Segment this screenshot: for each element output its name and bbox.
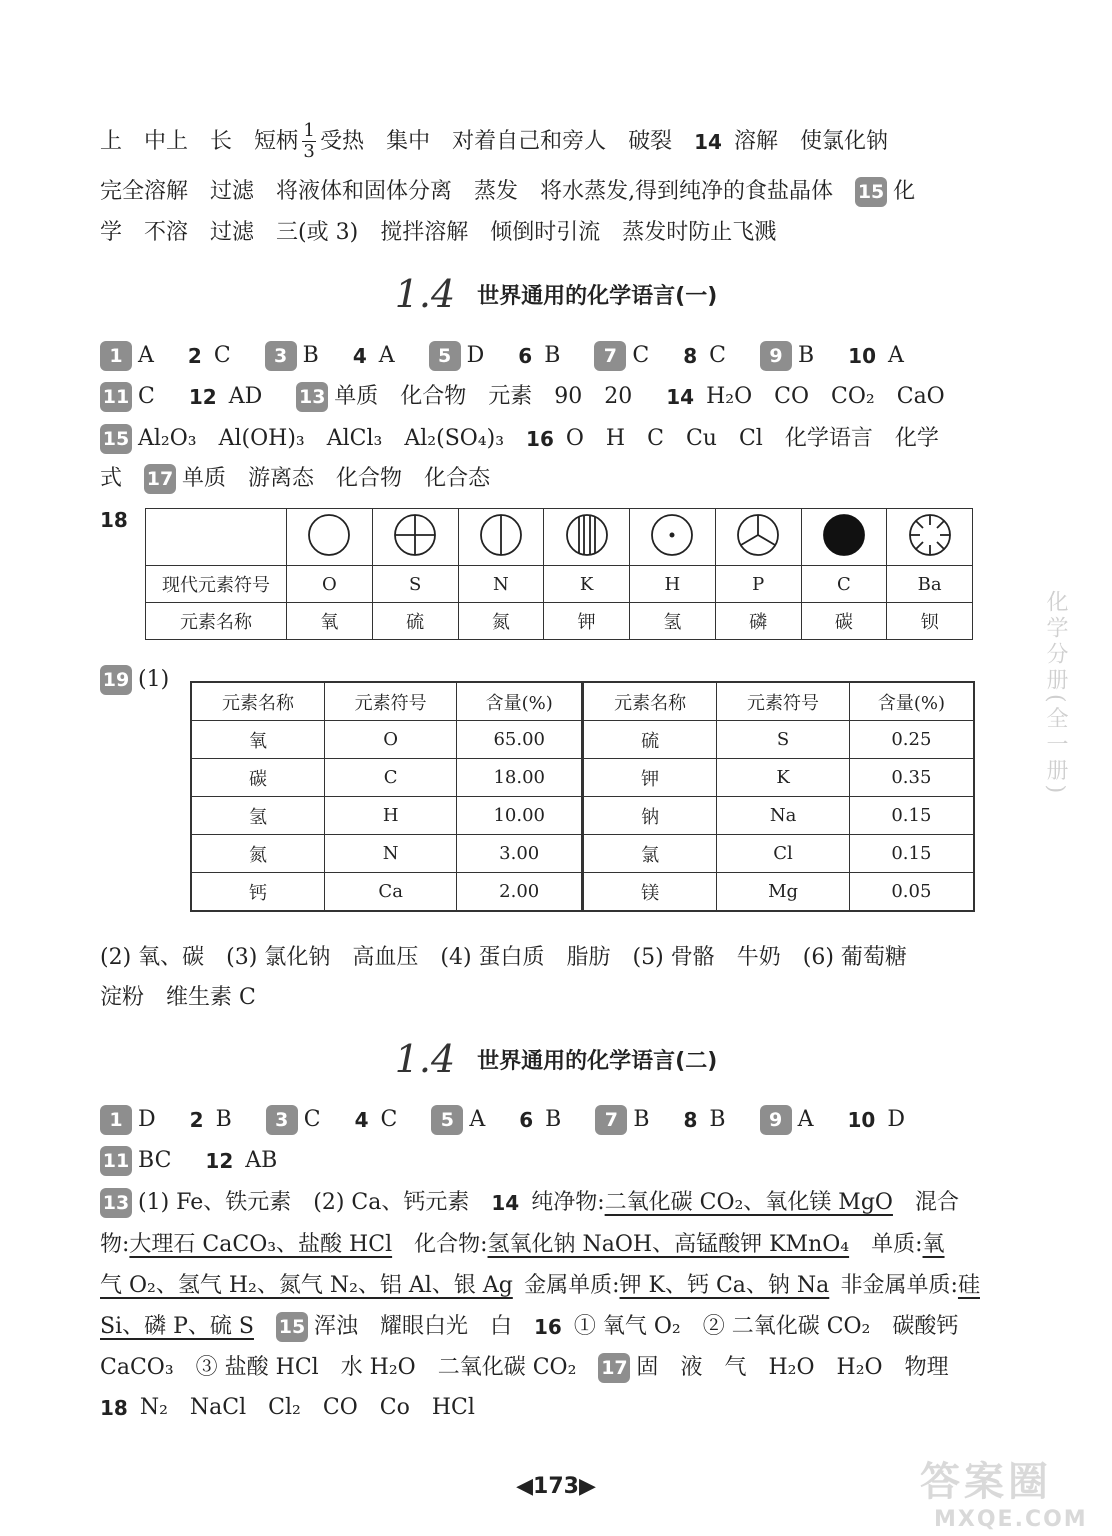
answer-text: (6) 葡萄糖 [802, 945, 907, 970]
answer-text: 脂肪 [566, 945, 611, 970]
q19-answers-line-2 [100, 982, 980, 1014]
table-cell: 钡 [887, 603, 973, 640]
table-cell: K [717, 759, 850, 797]
table-cell: N [324, 835, 457, 873]
answer-text: 牛奶 [736, 945, 781, 970]
s1-row-1 [100, 340, 980, 372]
answer-text: 混合 [914, 1190, 959, 1215]
q19-answers-line-1 [100, 942, 980, 974]
answer-text: 8 [683, 1108, 698, 1132]
table-cell: P [715, 566, 801, 603]
answer-text: CO [322, 1395, 358, 1420]
answer-text: D [887, 1107, 905, 1132]
answer-text: B [797, 343, 815, 368]
table-cell: N [458, 566, 544, 603]
barium-symbol-icon [887, 509, 973, 566]
question-badge-1: 1 [100, 341, 132, 371]
answer-text: 元素 [488, 384, 533, 409]
table-cell: 65.00 [457, 721, 583, 759]
answer-text: CO₂ [831, 384, 875, 409]
answer-text: A [138, 343, 154, 368]
table-cell: 碳 [191, 759, 324, 797]
table-header: 含量(%) [849, 682, 974, 721]
answer-text: 固 [636, 1355, 659, 1380]
answer-text: 14 [491, 1191, 520, 1215]
table-header: 元素符号 [324, 682, 457, 721]
table-cell: 氯 [582, 835, 716, 873]
element-content-table [190, 681, 975, 912]
answer-text: 8 [683, 344, 698, 368]
answer-text: 学 [100, 220, 123, 245]
answer-text: N₂ [139, 1395, 168, 1420]
s1-row-2 [100, 381, 980, 413]
answer-text: 将水蒸发,得到纯净的食盐晶体 [540, 179, 834, 204]
table-row [191, 835, 974, 873]
answer-text: B [709, 1107, 726, 1132]
answer-text: 6 [518, 344, 533, 368]
question-badge-17: 17 [598, 1353, 630, 1383]
answer-text: B [633, 1107, 650, 1132]
table-cell: O [324, 721, 457, 759]
answer-text: 高血压 [352, 945, 419, 970]
answer-text: BC [138, 1148, 172, 1173]
table-cell: 3.00 [457, 835, 583, 873]
table-cell: 钾 [544, 603, 630, 640]
answer-text: 化合物: [414, 1232, 488, 1257]
page-number-right-icon: ▶ [578, 1474, 596, 1499]
table-cell: C [801, 566, 887, 603]
answer-text: Co [379, 1395, 410, 1420]
answer-text: 破裂 [628, 128, 673, 154]
sulfur-symbol-icon [372, 509, 458, 566]
answer-text: 气 O₂、氢气 H₂、氮气 N₂、铝 Al、银 Ag [100, 1273, 513, 1298]
answer-text: Al(OH)₃ [218, 426, 305, 451]
table-cell: 0.15 [849, 797, 974, 835]
row-label-symbol: 现代元素符号 [146, 566, 287, 603]
table-cell: O [287, 566, 373, 603]
answer-line-3 [100, 217, 980, 249]
answer-text: 游离态 [248, 466, 315, 491]
answer-text: 20 [604, 384, 633, 409]
table-header: 元素名称 [191, 682, 324, 721]
answer-text: 水 H₂O [340, 1355, 416, 1380]
answer-text: 世界通用的化学语言(一) [477, 283, 718, 309]
answer-text: 单质 [334, 384, 379, 409]
table-row [191, 797, 974, 835]
table-cell: 氧 [287, 603, 373, 640]
answer-text: 10 [847, 1108, 876, 1132]
table-cell: 磷 [715, 603, 801, 640]
fraction-one-third [302, 122, 316, 161]
table-cell: 氧 [191, 721, 324, 759]
question-badge-5: 5 [431, 1105, 463, 1135]
answer-text: B [215, 1107, 232, 1132]
table-cell: 硫 [582, 721, 716, 759]
answer-text: H [605, 426, 626, 451]
q19-label [100, 664, 200, 696]
answer-text: 气 [724, 1355, 747, 1380]
answer-text: AlCl₃ [326, 426, 383, 451]
answer-text: 16 [526, 427, 554, 451]
s2-row-3 [100, 1187, 980, 1219]
answer-text: 完全溶解 [100, 179, 189, 204]
answer-text: AB [245, 1148, 278, 1173]
answer-text: Cl [738, 426, 763, 451]
answer-text: 三(或 3) [276, 220, 359, 245]
answer-text: 4 [354, 1108, 369, 1132]
answer-text: 溶解 [733, 128, 778, 154]
question-badge-9: 9 [760, 1105, 792, 1135]
answer-text: HCl [431, 1395, 475, 1420]
q18-label: 18 [100, 508, 128, 532]
answer-text: 金属单质: [524, 1273, 620, 1298]
answer-text: 12 [188, 385, 217, 409]
answer-text: 4 [352, 344, 367, 368]
question-badge-15: 15 [855, 177, 887, 207]
answer-text: 16 [534, 1315, 562, 1339]
side-book-title: 化学分册(全一册) [1043, 590, 1068, 798]
answer-text: CaO [896, 384, 945, 409]
table-cell: H [630, 566, 716, 603]
answer-text: 173 [533, 1474, 579, 1499]
section-title-1 [0, 272, 1112, 316]
table-cell: 硫 [372, 603, 458, 640]
hydrogen-symbol-icon [630, 509, 716, 566]
answer-text: (1) [138, 667, 170, 692]
answer-text: 受热 [320, 128, 365, 154]
answer-text: A [378, 343, 395, 368]
carbon-symbol-icon [801, 509, 887, 566]
question-badge-11: 11 [100, 1146, 132, 1176]
answer-text: C [303, 1107, 321, 1132]
question-badge-15: 15 [100, 424, 132, 454]
answer-text: 1 [303, 120, 315, 141]
question-badge-13: 13 [100, 1188, 132, 1218]
answer-text: A [888, 343, 904, 368]
question-badge-13: 13 [296, 382, 328, 412]
answer-text: O [565, 426, 584, 451]
s2-row-8 [100, 1392, 980, 1424]
answer-text: ① 氧气 O₂ [573, 1314, 681, 1339]
table-cell: Na [717, 797, 850, 835]
table-cell: 2.00 [457, 873, 583, 912]
answer-text: C [380, 1107, 398, 1132]
answer-text: 蒸发时防止飞溅 [622, 220, 777, 245]
answer-text: 淀粉 [100, 985, 145, 1010]
answer-text: 氢氧化钠 NaOH、高锰酸钾 KMnO₄ [487, 1232, 850, 1257]
answer-text: 世界通用的化学语言(二) [477, 1048, 718, 1074]
answer-text: 物理 [904, 1355, 949, 1380]
table-cell: 0.15 [849, 835, 974, 873]
question-badge-1: 1 [100, 1105, 132, 1135]
table-cell: 氮 [191, 835, 324, 873]
answer-text: 蒸发 [474, 179, 519, 204]
element-symbols-table [145, 508, 973, 640]
answer-text: 90 [554, 384, 583, 409]
answer-text: 纯净物: [531, 1190, 605, 1215]
answer-text: 1.4 [394, 1037, 456, 1081]
answer-text: 14 [666, 385, 695, 409]
answer-text: C [647, 426, 664, 451]
answer-text: 6 [519, 1108, 534, 1132]
table-cell: 钠 [582, 797, 716, 835]
question-badge-3: 3 [265, 341, 297, 371]
answer-text: Cu [685, 426, 717, 451]
answer-text: C [709, 343, 726, 368]
answer-text: 硅 [957, 1273, 980, 1298]
answer-text: (3) 氯化钠 [226, 945, 331, 970]
answer-text: Al₂(SO₄)₃ [404, 426, 505, 451]
table-cell: Mg [717, 873, 850, 912]
section-title-2 [0, 1037, 1112, 1081]
answer-text: C [138, 384, 155, 409]
question-badge-5: 5 [429, 341, 461, 371]
answer-text: 单质 [182, 466, 227, 491]
answer-line-2 [100, 176, 980, 208]
s2-row-2 [100, 1145, 980, 1177]
answer-text: 中上 [144, 128, 189, 154]
answer-text: 过滤 [210, 179, 255, 204]
table-corner-cell [146, 509, 287, 566]
answer-text: 长 [210, 128, 233, 154]
question-badge-9: 9 [760, 341, 792, 371]
answer-text: 2 [187, 344, 202, 368]
answer-text: H₂O [836, 1355, 883, 1380]
answer-text: (4) 蛋白质 [440, 945, 545, 970]
table-cell: Ca [324, 873, 457, 912]
answer-text: 化合物 [336, 466, 403, 491]
answer-text: CO [774, 384, 810, 409]
answer-text: NaCl [189, 1395, 247, 1420]
answer-text: (2) Ca、钙元素 [313, 1190, 470, 1215]
phosphorus-symbol-icon [715, 509, 801, 566]
answer-text: H₂O [768, 1355, 815, 1380]
table-cell: H [324, 797, 457, 835]
s2-row-5 [100, 1270, 980, 1302]
s2-row-4 [100, 1229, 980, 1261]
answer-text: 1.4 [394, 272, 456, 316]
table-cell: 钾 [582, 759, 716, 797]
answer-text: AD [228, 384, 263, 409]
table-cell: 0.05 [849, 873, 974, 912]
question-badge-11: 11 [100, 382, 132, 412]
table-row [191, 873, 974, 912]
answer-text: D [138, 1107, 156, 1132]
question-badge-7: 7 [594, 341, 626, 371]
table-cell: 18.00 [457, 759, 583, 797]
answer-text: (2) 氧、碳 [100, 945, 205, 970]
answer-text: 将液体和固体分离 [276, 179, 453, 204]
answer-text: 大理石 CaCO₃、盐酸 HCl [129, 1232, 393, 1257]
s1-row-3 [100, 423, 980, 455]
answer-text: H₂O [706, 384, 753, 409]
table-cell: K [544, 566, 630, 603]
table-cell: 碳 [801, 603, 887, 640]
table-row [191, 759, 974, 797]
answer-text: 化学语言 [784, 426, 873, 451]
table-cell: 钙 [191, 873, 324, 912]
table-cell: S [717, 721, 850, 759]
nitrogen-symbol-icon [458, 509, 544, 566]
answer-text: 12 [205, 1149, 234, 1173]
answer-text: (5) 骨骼 [632, 945, 715, 970]
table-cell: Cl [717, 835, 850, 873]
table-cell: 氢 [191, 797, 324, 835]
answer-text: 3 [303, 141, 315, 162]
answer-text: 耀眼白光 [379, 1314, 468, 1339]
answer-text: 对着自己和旁人 [452, 128, 607, 154]
table-cell: 10.00 [457, 797, 583, 835]
answer-text: 搅拌溶解 [380, 220, 469, 245]
answer-text: D [466, 343, 485, 368]
answer-text: 18 [100, 1396, 128, 1420]
table-header: 元素符号 [717, 682, 850, 721]
table-row [191, 721, 974, 759]
answer-text: 2 [189, 1108, 204, 1132]
answer-text: B [545, 1107, 562, 1132]
s1-row-4 [100, 463, 980, 495]
answer-text: A [797, 1107, 814, 1132]
question-badge-7: 7 [595, 1105, 627, 1135]
row-label-name: 元素名称 [146, 603, 287, 640]
answer-text: 10 [848, 344, 876, 368]
table-cell: 氮 [458, 603, 544, 640]
answer-text: C [632, 343, 650, 368]
table-cell: Ba [887, 566, 973, 603]
oxygen-symbol-icon [287, 509, 373, 566]
s2-row-1 [100, 1104, 980, 1136]
answer-text: 集中 [386, 128, 431, 154]
question-badge-19: 19 [100, 665, 132, 695]
answer-text: 维生素 C [166, 985, 256, 1010]
answer-text: 物: [100, 1232, 130, 1257]
answer-text: 白 [490, 1314, 513, 1339]
answer-text: 液 [680, 1355, 703, 1380]
table-cell: 0.35 [849, 759, 974, 797]
answer-line-1 [100, 122, 980, 161]
answer-text: 化 [893, 179, 916, 204]
answer-text: 过滤 [210, 220, 255, 245]
table-header: 含量(%) [457, 682, 583, 721]
answer-text: 14 [694, 129, 722, 154]
question-badge-3: 3 [266, 1105, 298, 1135]
answer-text: C [213, 343, 231, 368]
answer-text: 非金属单质: [840, 1273, 958, 1298]
potassium-symbol-icon [544, 509, 630, 566]
answer-text: ③ 盐酸 HCl [195, 1355, 319, 1380]
answer-text: 化合物 [400, 384, 467, 409]
page-number-left-icon: ◀ [516, 1474, 534, 1499]
s2-row-7 [100, 1352, 980, 1384]
answer-text: 氧 [922, 1232, 945, 1257]
table-cell: 镁 [582, 873, 716, 912]
answer-text: 二氧化碳 CO₂、氧化镁 MgO [604, 1190, 893, 1215]
answer-text: 钾 K、钙 Ca、钠 Na [619, 1273, 830, 1298]
answer-text: 碳酸钙 [892, 1314, 959, 1339]
table-cell: 0.25 [849, 721, 974, 759]
answer-text: CaCO₃ [100, 1355, 174, 1380]
answer-text: Al₂O₃ [138, 426, 197, 451]
answer-text: 浑浊 [313, 1314, 358, 1339]
table-cell: C [324, 759, 457, 797]
answer-text: Si、磷 P、硫 S [100, 1314, 254, 1339]
watermark-logo: 答案圈 MXQE.COM [920, 1459, 1088, 1532]
answer-text: Cl₂ [268, 1395, 301, 1420]
answer-text: (1) Fe、铁元素 [138, 1190, 292, 1215]
answer-text: 倾倒时引流 [490, 220, 601, 245]
question-badge-15: 15 [276, 1312, 308, 1342]
answer-text: 短柄 [254, 128, 299, 154]
answer-text: 单质: [871, 1232, 923, 1257]
s2-row-6 [100, 1311, 980, 1343]
answer-text: 上 [100, 128, 123, 154]
answer-text: B [544, 343, 561, 368]
answer-text: B [302, 343, 319, 368]
answer-text: 化合态 [424, 466, 491, 491]
answer-text: ② 二氧化碳 CO₂ [702, 1314, 871, 1339]
table-cell: S [372, 566, 458, 603]
question-badge-17: 17 [144, 464, 176, 494]
answer-text: 不溶 [144, 220, 189, 245]
answer-text: A [469, 1107, 486, 1132]
table-header: 元素名称 [582, 682, 716, 721]
answer-text: 二氧化碳 CO₂ [437, 1355, 577, 1380]
answer-text: 化学 [894, 426, 939, 451]
answer-text: 式 [100, 466, 123, 491]
table-cell: 氢 [630, 603, 716, 640]
answer-text: 使氯化钠 [799, 128, 888, 154]
